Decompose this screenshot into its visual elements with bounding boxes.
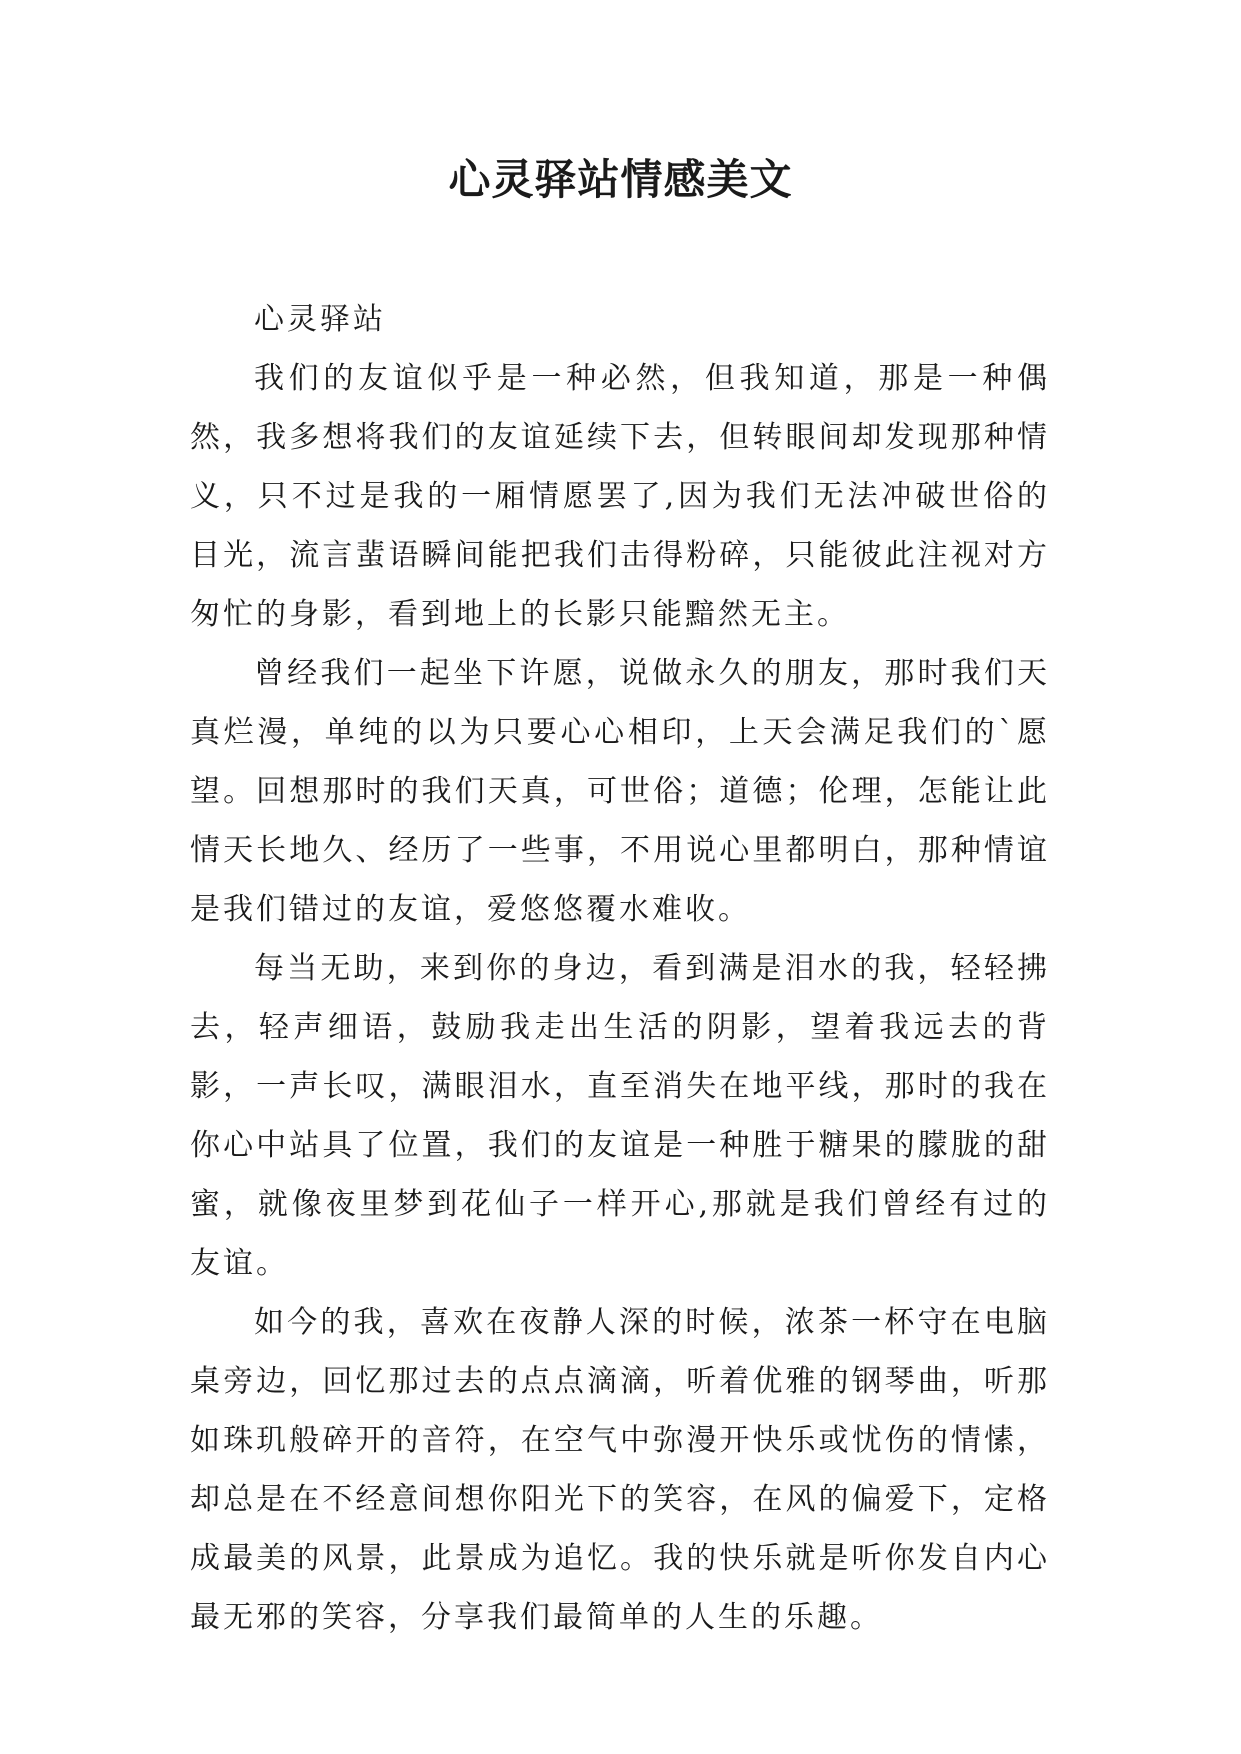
paragraph: 如今的我，喜欢在夜静人深的时候，浓茶一杯守在电脑桌旁边，回忆那过去的点点滴滴，听着优雅的钢琴曲，听那如珠玑般碎开的音符，在空气中弥漫开快乐或忧伤的情愫，却总是在不经意间想你阳光下的笑容，在风的偏爱下，定格成最美的风景，此景成为追忆。我的快乐就是听你发自内心最无邪的笑容，分享我们最简单的人生的乐趣。 [190, 1305, 1050, 1635]
document-title: 心灵驿站情感美文 [448, 155, 793, 204]
paragraph: 每当无助，来到你的身边，看到满是泪水的我，轻轻拂去，轻声细语，鼓励我走出生活的阴影，望着我远去的背影，一声长叹，满眼泪水，直至消失在地平线，那时的我在你心中站具了位置，我们的友谊是一种胜于糖果的朦胧的甜蜜，就像夜里梦到花仙子一样开心,那就是我们曾经有过的友谊。 [190, 951, 1050, 1281]
paragraph: 我们的友谊似乎是一种必然，但我知道，那是一种偶然，我多想将我们的友谊延续下去，但转眼间却发现那种情义，只不过是我的一厢情愿罢了,因为我们无法冲破世俗的目光，流言蜚语瞬间能把我们击得粉碎，只能彼此注视对方匆忙的身影，看到地上的长影只能黯然无主。 [190, 361, 1050, 632]
paragraph-subtitle: 心灵驿站 [254, 302, 386, 337]
document-body [190, 290, 1050, 1647]
paragraph: 曾经我们一起坐下许愿，说做永久的朋友，那时我们天真烂漫，单纯的以为只要心心相印，上天会满足我们的`愿望。回想那时的我们天真，可世俗；道德；伦理，怎能让此情天长地久、经历了一些事，不用说心里都明白，那种情谊是我们错过的友谊，爱悠悠覆水难收。 [190, 656, 1050, 927]
